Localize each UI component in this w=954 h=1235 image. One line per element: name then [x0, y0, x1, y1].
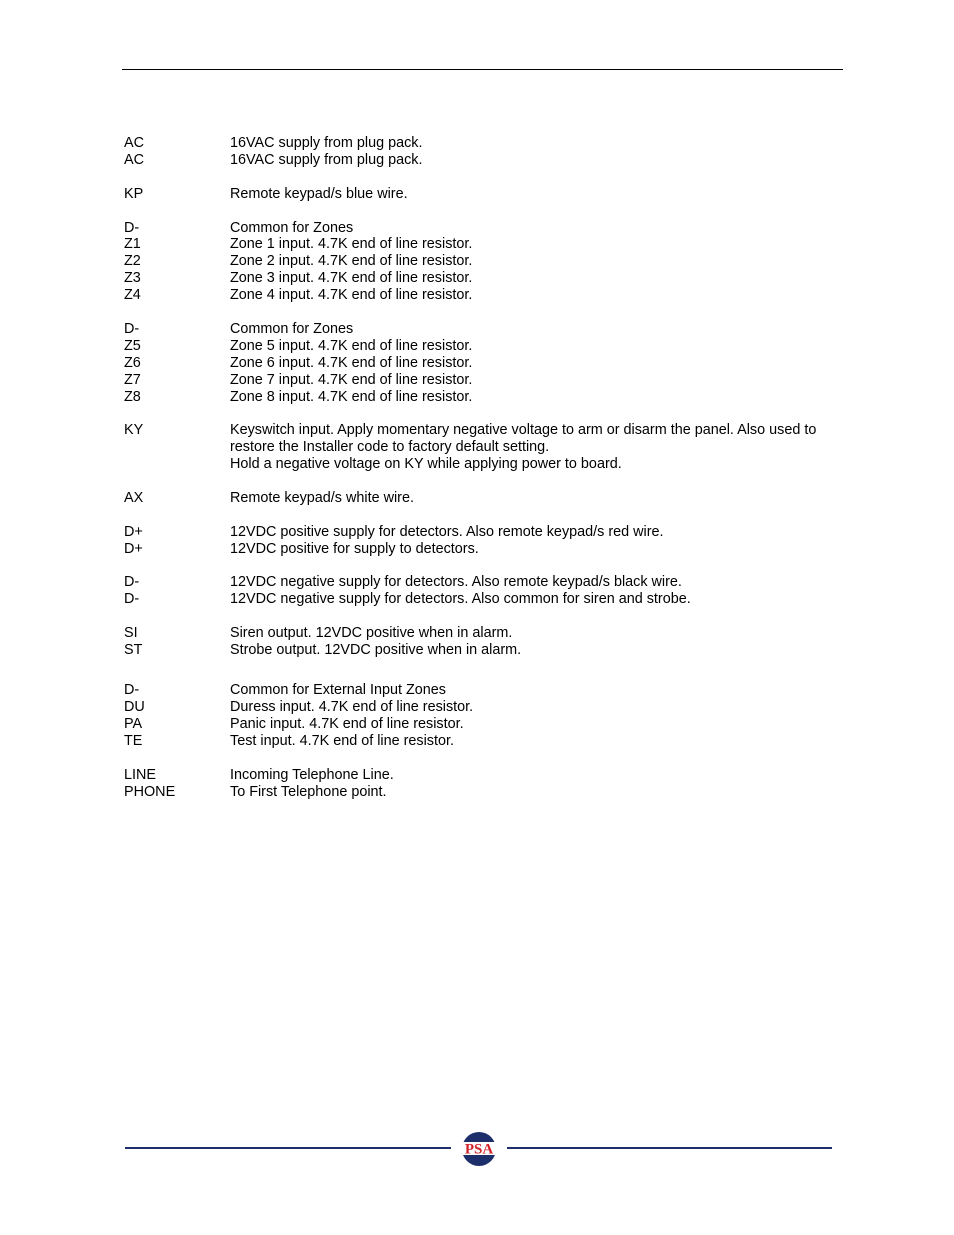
terminal-description: Zone 8 input. 4.7K end of line resistor.: [230, 388, 473, 405]
terminal-description: Test input. 4.7K end of line resistor.: [230, 733, 454, 750]
terminal-row: [124, 270, 839, 287]
terminal-description: Panic input. 4.7K end of line resistor.: [230, 716, 464, 733]
terminal-description: Zone 5 input. 4.7K end of line resistor.: [230, 337, 473, 354]
terminal-code: SI: [124, 625, 138, 642]
terminal-description: 12VDC negative supply for detectors. Also common for siren and strobe.: [230, 591, 691, 608]
terminal-code: Z1: [124, 236, 141, 253]
terminal-row: [124, 591, 839, 608]
terminal-code: AC: [124, 151, 144, 168]
terminal-description: To First Telephone point.: [230, 783, 387, 800]
terminal-code: Z4: [124, 287, 141, 304]
terminal-row: [124, 287, 839, 304]
logo-text: PSA: [464, 1141, 494, 1158]
terminal-code: D-: [124, 574, 140, 591]
terminal-row: [124, 321, 839, 338]
terminal-code: PA: [124, 716, 143, 733]
terminal-group: [124, 682, 839, 750]
terminal-code: AX: [124, 489, 144, 506]
terminal-row: [124, 135, 839, 152]
terminal-description: Common for Zones: [230, 320, 354, 337]
terminal-description: Zone 6 input. 4.7K end of line resistor.: [230, 354, 473, 371]
header-rule: [122, 69, 843, 70]
terminal-code: Z8: [124, 388, 141, 405]
terminal-code: DU: [124, 699, 145, 716]
terminal-description: Common for External Input Zones: [230, 682, 446, 699]
terminal-code: D-: [124, 591, 140, 608]
terminal-row: [124, 372, 839, 389]
terminal-group: [124, 422, 839, 473]
terminal-description: Incoming Telephone Line.: [230, 766, 394, 783]
terminal-code: D+: [124, 540, 143, 557]
terminal-row: [124, 733, 839, 750]
terminal-code: AC: [124, 135, 144, 151]
footer-rule-right: [507, 1147, 832, 1149]
terminal-list: [124, 135, 839, 801]
terminal-code: ST: [124, 642, 143, 659]
terminal-description: Remote keypad/s blue wire.: [230, 185, 408, 202]
terminal-row: [124, 524, 839, 541]
terminal-row: [124, 682, 839, 699]
terminal-description: Zone 7 input. 4.7K end of line resistor.: [230, 371, 473, 388]
terminal-code: Z5: [124, 337, 141, 354]
terminal-description: Zone 4 input. 4.7K end of line resistor.: [230, 287, 473, 304]
footer-rule-left: [125, 1147, 451, 1149]
terminal-row: [124, 642, 839, 659]
terminal-code: D-: [124, 320, 140, 337]
psa-logo-icon: [457, 1130, 501, 1168]
terminal-code: Z2: [124, 253, 141, 270]
terminal-description: Duress input. 4.7K end of line resistor.: [230, 699, 474, 716]
terminal-row: [124, 338, 839, 355]
terminal-group: [124, 321, 839, 406]
terminal-description: Zone 3 input. 4.7K end of line resistor.: [230, 270, 473, 287]
terminal-row: [124, 389, 839, 406]
terminal-row: [124, 574, 839, 591]
terminal-row: [124, 220, 839, 237]
terminal-row: [124, 767, 839, 784]
terminal-code: Z7: [124, 371, 141, 388]
terminal-group: [124, 524, 839, 558]
terminal-group: [124, 135, 839, 169]
terminal-description: 12VDC positive supply for detectors. Also remote keypad/s red wire.: [230, 523, 664, 540]
terminal-description: Zone 2 input. 4.7K end of line resistor.: [230, 253, 473, 270]
terminal-row: [124, 355, 839, 372]
terminal-code: TE: [124, 733, 143, 750]
terminal-description: Hold a negative voltage on KY while applying power to board.: [230, 456, 622, 473]
terminal-group: [124, 574, 839, 608]
terminal-description: Strobe output. 12VDC positive when in alarm.: [230, 642, 522, 659]
terminal-group: [124, 186, 839, 203]
terminal-group: [124, 767, 839, 801]
terminal-description: Remote keypad/s white wire.: [230, 489, 414, 506]
terminal-row: [124, 456, 839, 473]
terminal-code: D-: [124, 682, 140, 699]
terminal-description: Zone 1 input. 4.7K end of line resistor.: [230, 236, 473, 253]
terminal-group: [124, 625, 839, 659]
terminal-code: Z3: [124, 270, 141, 287]
terminal-row: [124, 625, 839, 642]
terminal-code: LINE: [124, 766, 156, 783]
terminal-code: Z6: [124, 354, 141, 371]
terminal-group: [124, 490, 839, 507]
terminal-code: D-: [124, 219, 140, 236]
terminal-group: [124, 220, 839, 305]
terminal-description: Siren output. 12VDC positive when in alarm.: [230, 625, 513, 642]
terminal-row: [124, 253, 839, 270]
terminal-code: [124, 456, 230, 473]
terminal-description: 16VAC supply from plug pack.: [230, 135, 423, 151]
terminal-row: [124, 422, 839, 456]
terminal-description: 16VAC supply from plug pack.: [230, 151, 423, 168]
terminal-row: [124, 490, 839, 507]
terminal-row: [124, 699, 839, 716]
terminal-code: PHONE: [124, 783, 176, 800]
terminal-row: [124, 186, 839, 203]
terminal-description: Common for Zones: [230, 219, 354, 236]
terminal-code: D+: [124, 523, 143, 540]
terminal-row: [124, 716, 839, 733]
terminal-description: 12VDC negative supply for detectors. Also remote keypad/s black wire.: [230, 574, 682, 591]
terminal-code: KY: [124, 422, 144, 439]
terminal-row: [124, 236, 839, 253]
terminal-row: [124, 541, 839, 558]
terminal-description: 12VDC positive for supply to detectors.: [230, 540, 479, 557]
terminal-row: [124, 784, 839, 801]
terminal-code: KP: [124, 185, 144, 202]
terminal-description: Keyswitch input. Apply momentary negative voltage to arm or disarm the panel. Also used to restore the Installer code to factory default setting.: [230, 422, 817, 456]
terminal-row: [124, 152, 839, 169]
